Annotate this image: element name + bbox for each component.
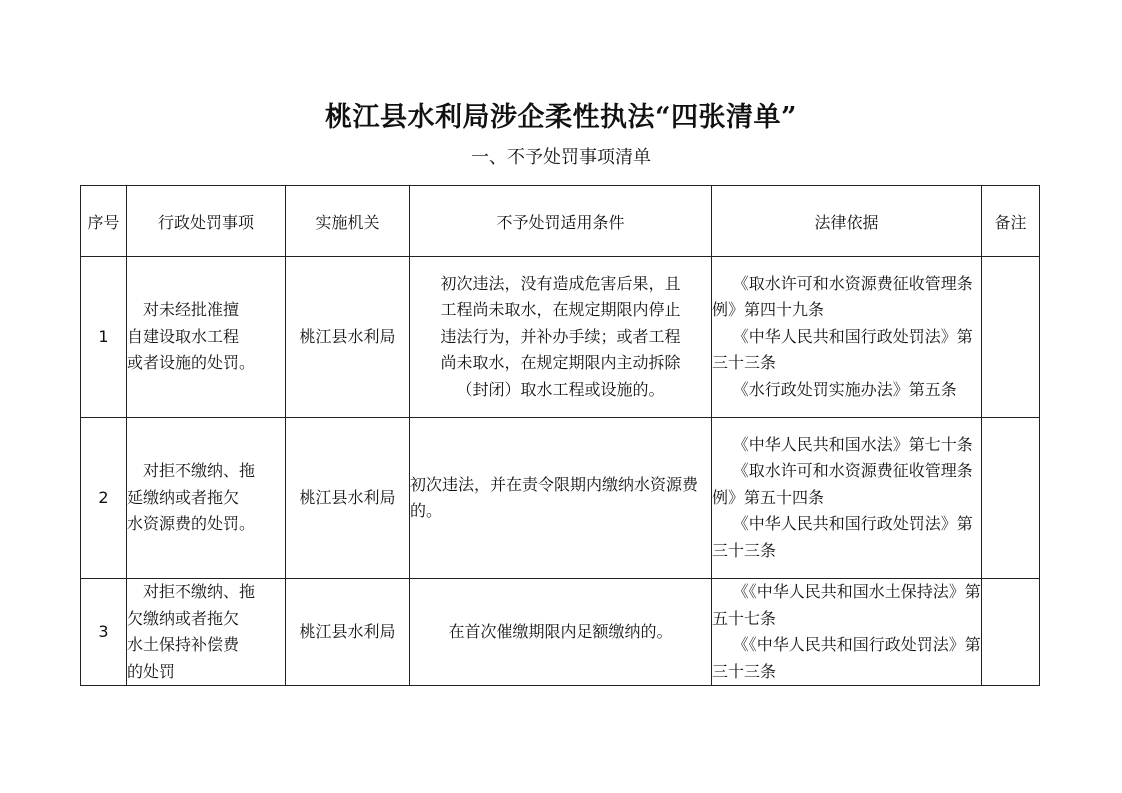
penalty-exemption-table [80, 185, 1040, 686]
row-note [982, 579, 1040, 686]
basis-line: 《取水许可和水资源费征收管理条例》第四十九条 [712, 273, 973, 320]
basis-line: 《水行政处罚实施办法》第五条 [732, 379, 957, 399]
table-row [81, 579, 1040, 686]
row-condition: 在首次催缴期限内足额缴纳的。 [410, 579, 712, 686]
header-condition: 不予处罚适用条件 [410, 186, 712, 257]
basis-line: 《中华人民共和国行政处罚法》第三十三条 [712, 514, 973, 560]
row-agency: 桃江县水利局 [286, 418, 410, 579]
row-no: 3 [81, 579, 127, 686]
row-item: 对未经批准擅 自建设取水工程 或者设施的处罚。 [127, 257, 286, 418]
row-note [982, 418, 1040, 579]
header-basis: 法律依据 [712, 186, 982, 257]
header-agency: 实施机关 [286, 186, 410, 257]
row-agency: 桃江县水利局 [286, 579, 410, 686]
basis-line: 《中华人民共和国水法》第七十条 [732, 434, 973, 454]
basis-line: 《《中华人民共和国水土保持法》第五十七条 [712, 582, 981, 628]
basis-line: 《《中华人民共和国行政处罚法》第三十三条 [712, 635, 981, 681]
header-no: 序号 [81, 186, 127, 257]
row-no: 1 [81, 257, 127, 418]
row-basis [712, 257, 982, 418]
table-row [81, 257, 1040, 418]
basis-line: 《中华人民共和国行政处罚法》第三十三条 [712, 326, 973, 373]
row-condition: 初次违法，并在责令限期内缴纳水资源费的。 [410, 418, 712, 579]
row-item: 对拒不缴纳、拖 欠缴纳或者拖欠 水土保持补偿费 的处罚 [127, 579, 286, 686]
page-subtitle: 一、不予处罚事项清单 [471, 147, 651, 168]
table-header-row [81, 186, 1040, 257]
basis-line: 《取水许可和水资源费征收管理条例》第五十四条 [712, 461, 973, 507]
table-row [81, 418, 1040, 579]
header-note: 备注 [982, 186, 1040, 257]
row-condition: 初次违法，没有造成危害后果，且 工程尚未取水，在规定期限内停止 违法行为，并补办手续；或者工程 尚未取水，在规定期限内主动拆除 （封闭）取水工程或设施的。 [410, 257, 712, 418]
row-agency: 桃江县水利局 [286, 257, 410, 418]
row-note [982, 257, 1040, 418]
row-basis [712, 579, 982, 686]
row-basis [712, 418, 982, 579]
header-item: 行政处罚事项 [127, 186, 286, 257]
row-no: 2 [81, 418, 127, 579]
row-item: 对拒不缴纳、拖 延缴纳或者拖欠 水资源费的处罚。 [127, 418, 286, 579]
page-title: 桃江县水利局涉企柔性执法“四张清单” [324, 102, 798, 133]
